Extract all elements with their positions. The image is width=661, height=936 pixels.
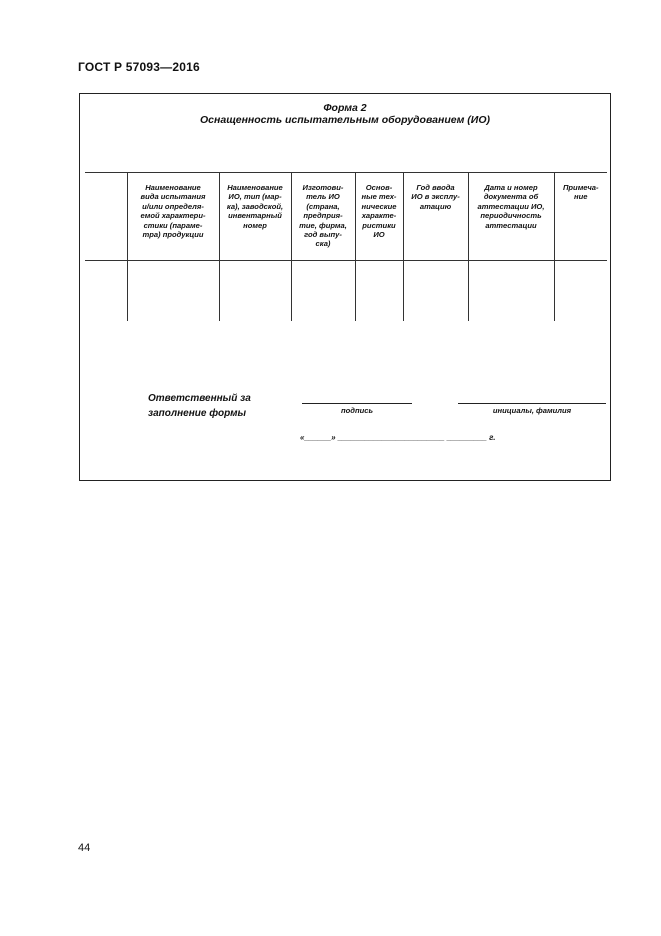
table-cell [85,261,127,322]
table-cell [291,261,355,322]
document-header: ГОСТ Р 57093—2016 [78,60,200,74]
column-header-attestation: Дата и номер документа об аттестации ИО, периодичность аттестации [468,173,554,261]
column-header-manufacturer: Изготови- тель ИО (страна, предприя- тие, фирма, год выпу- ска) [291,173,355,261]
table-cell [355,261,403,322]
column-header-equipment-name: Наименование ИО, тип (мар- ка), заводской, инвентарный номер [219,173,291,261]
signature-caption: подпись [341,406,373,415]
form-subtitle: Оснащенность испытательным оборудованием (ИО) [200,114,490,126]
table-header-row [85,173,607,261]
form-title: Форма 2 [323,102,367,114]
name-caption: инициалы, фамилия [492,406,572,415]
table-cell [554,261,607,322]
form-frame [79,93,611,481]
column-header-test-type: Наименование вида испытания и/или определя- емой характери- стики (параме- тра) продукции [127,173,219,261]
name-line [458,403,606,404]
responsible-label: Ответственный за заполнение формы [148,393,251,419]
column-header-characteristics: Основ- ные тех- нические характе- ристики ИО [355,173,403,261]
table-row [85,261,607,322]
page-number: 44 [78,842,91,854]
column-header-notes: Примеча- ние [554,173,607,261]
column-header-commissioning-year: Год ввода ИО в эксплу- атацию [403,173,468,261]
table-cell [403,261,468,322]
column-header-index [85,173,127,261]
table-cell [468,261,554,322]
table-cell [219,261,291,322]
date-line: «______» ________________________ _________ г. [300,433,496,442]
equipment-table [85,172,607,321]
signature-line [302,403,412,404]
table-cell [127,261,219,322]
